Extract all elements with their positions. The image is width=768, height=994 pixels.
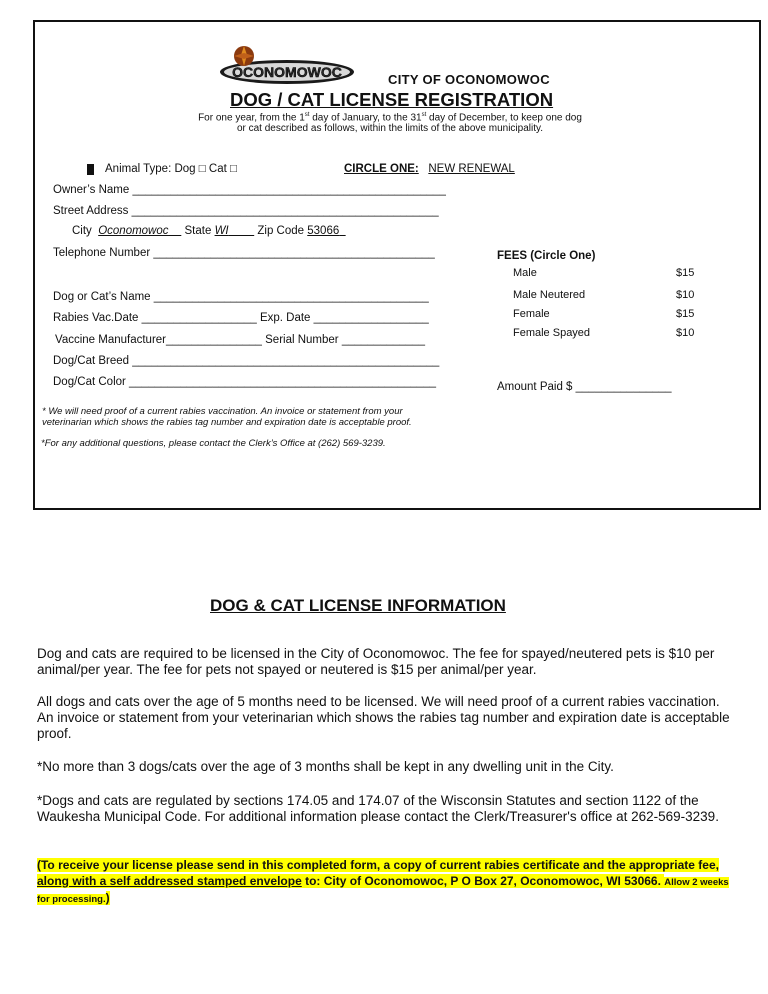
fee-price: $15 <box>676 308 695 320</box>
fee-label[interactable]: Female Spayed <box>513 327 591 339</box>
animal-type-field[interactable]: Animal Type: Dog □ Cat □ <box>105 163 237 175</box>
info-paragraph-fees: Dog and cats are required to be licensed in the City of Oconomowoc. The fee for spayed/neutered pets is $10 per animal/per year. The fee for pets not spayed or neutered is $15 per animal/per year. <box>37 646 715 677</box>
color-field[interactable]: Dog/Cat Color ________________________________________________ <box>53 376 437 388</box>
city-state-zip-field[interactable]: City Oconomowoc State WI Zip Code 53066 <box>72 225 340 237</box>
mailing-instructions: (To receive your license please send in this completed form, a copy of current rabies certificate and the appropriate fee, along with a self addressed stamped envelope to: City of Oconomowoc, P O Box 27, Oconomowoc, WI 53066. Allow 2 weeks for processing.) <box>37 858 729 905</box>
contact-note: *For any additional questions, please contact the Clerk’s Office at (262) 569-3239. <box>41 438 386 449</box>
breed-field[interactable]: Dog/Cat Breed ________________________________________________ <box>53 355 440 367</box>
info-paragraph-limit: *No more than 3 dogs/cats over the age of 3 months shall be kept in any dwelling unit in the City. <box>37 759 614 774</box>
circle-one-field[interactable]: CIRCLE ONE: NEW RENEWAL <box>344 163 515 175</box>
info-paragraph-age: All dogs and cats over the age of 5 months need to be licensed. We will need proof of a current rabies vaccination. An invoice or statement from your veterinarian which shows the rabies tag number and expiration date is acceptable proof. <box>37 694 730 741</box>
bullet-square <box>87 164 94 175</box>
telephone-field[interactable]: Telephone Number ____________________________________________ <box>53 247 435 259</box>
rabies-proof-note: * We will need proof of a current rabies vaccination. An invoice or statement from your veterinarian which shows the rabies tag number and expiration date is acceptable proof. <box>42 406 412 428</box>
logo-text: OCONOMOWOC <box>232 64 342 80</box>
oconomowoc-logo <box>218 45 356 85</box>
info-paragraph-statutes: *Dogs and cats are regulated by sections 174.05 and 174.07 of the Wisconsin Statutes and section 1122 of the Waukesha Municipal Code. For additional information please contact the Clerk/Treasurer's office at 262-569-3239. <box>37 793 719 824</box>
fee-price: $15 <box>676 267 695 279</box>
info-title: DOG & CAT LICENSE INFORMATION <box>210 596 506 615</box>
rabies-date-field[interactable]: Rabies Vac.Date __________________ Exp. Date __________________ <box>53 312 429 324</box>
form-title: DOG / CAT LICENSE REGISTRATION <box>230 89 554 110</box>
fee-label[interactable]: Female <box>513 308 550 320</box>
form-subtitle: For one year, from the 1st day of January, to the 31st day of December, to keep one dog or cat described as follows, within the limits of the above municipality. <box>198 112 582 135</box>
fee-label[interactable]: Male <box>513 267 537 279</box>
vaccine-manufacturer-field[interactable]: Vaccine Manufacturer_______________ Serial Number _____________ <box>55 334 425 346</box>
owner-name-field[interactable]: Owner’s Name _________________________________________________ <box>53 184 446 196</box>
street-address-field[interactable]: Street Address ________________________________________________ <box>53 205 439 217</box>
fees-title: FEES (Circle One) <box>497 250 596 262</box>
pet-name-field[interactable]: Dog or Cat’s Name ___________________________________________ <box>53 291 429 303</box>
fee-price: $10 <box>676 327 695 339</box>
fee-label[interactable]: Male Neutered <box>513 289 586 301</box>
amount-paid-field[interactable]: Amount Paid $ _______________ <box>497 381 672 393</box>
city-heading: CITY OF OCONOMOWOC <box>388 72 550 87</box>
fee-price: $10 <box>676 289 695 301</box>
